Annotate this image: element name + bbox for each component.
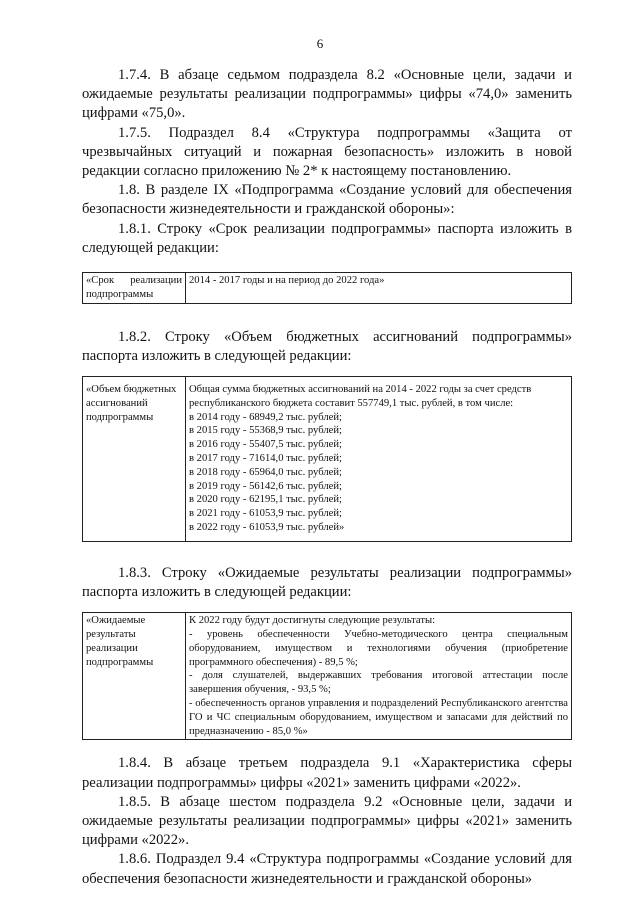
table-row: [83, 613, 572, 740]
budget-year-2020: в 2020 году - 62195,1 тыс. рублей;: [189, 494, 342, 506]
results-value-cell: [186, 613, 572, 740]
paragraph-1-8-1: 1.8.1. Строку «Срок реализации подпрограммы» паспорта изложить в следующей редакции:: [82, 220, 572, 256]
budget-table: [82, 376, 572, 542]
results-line: - обеспеченность органов управления и подразделений Республиканского агентства ГО и ЧС специальным оборудованием, имуществом и запасами для действий по предназначению - 85,0 %»: [189, 697, 568, 737]
paragraph-1-8-4: 1.8.4. В абзаце третьем подраздела 9.1 «Характеристика сферы реализации подпрограммы» цифры «2021» заменить цифрами «2022».: [82, 755, 572, 791]
paragraph-1-8-6: 1.8.6. Подраздел 9.4 «Структура подпрограммы «Создание условий для обеспечения безопасности жизнедеятельности и гражданской обороны»: [82, 851, 572, 887]
budget-label-cell: «Объем бюджетных ассигнований подпрограммы: [83, 377, 186, 542]
budget-value-cell: [186, 377, 572, 542]
budget-year-2015: в 2015 году - 55368,9 тыс. рублей;: [189, 425, 342, 437]
budget-year-2017: в 2017 году - 71614,0 тыс. рублей;: [189, 453, 342, 465]
paragraph-1-8-3: 1.8.3. Строку «Ожидаемые результаты реализации подпрограммы» паспорта изложить в следующей редакции:: [82, 564, 572, 600]
document-body: [82, 66, 572, 889]
budget-year-2016: в 2016 году - 55407,5 тыс. рублей;: [189, 439, 342, 451]
results-label-cell: «Ожидаемые результаты реализации подпрограммы: [83, 613, 186, 740]
paragraph-1-8-5: 1.8.5. В абзаце шестом подраздела 9.2 «Основные цели, задачи и ожидаемые результаты реализации подпрограммы» цифры «2021» заменить цифрами «2022».: [82, 793, 572, 849]
results-line: К 2022 году будут достигнуты следующие результаты:: [189, 615, 436, 627]
results-table: [82, 612, 572, 740]
table-row: [83, 377, 572, 542]
budget-year-2018: в 2018 году - 65964,0 тыс. рублей;: [189, 466, 342, 478]
results-line: - уровень обеспеченности Учебно-методического центра специальным оборудованием, имуществом и технологиями обучения (приобретение программного обеспечения) - 89,5 %;: [189, 629, 568, 668]
budget-year-2021: в 2021 году - 61053,9 тыс. рублей;: [189, 508, 342, 520]
paragraph-1-8: 1.8. В разделе IX «Подпрограмма «Создание условий для обеспечения безопасности жизнедеятельности и гражданской обороны»:: [82, 182, 572, 218]
results-line: - доля слушателей, выдержавших требования итоговой аттестации после завершения обучения, - 93,5 %;: [189, 670, 568, 696]
term-label-cell: «Срок реализации подпрограммы: [83, 273, 186, 304]
budget-intro: Общая сумма бюджетных ассигнований на 2014 - 2022 годы за счет средств республиканского бюджета составит 557749,1 тыс. рублей, в том числе:: [189, 384, 532, 409]
budget-year-2019: в 2019 году - 56142,6 тыс. рублей;: [189, 480, 342, 492]
table-row: [83, 273, 572, 304]
page-number: 6: [316, 36, 324, 51]
budget-year-2014: в 2014 году - 68949,2 тыс. рублей;: [189, 411, 342, 423]
paragraph-1-7-5: 1.7.5. Подраздел 8.4 «Структура подпрограммы «Защита от чрезвычайных ситуаций и пожарная безопасность» изложить в новой редакции согласно приложению № 2* к настоящему постановлению.: [82, 124, 572, 180]
paragraph-1-7-4: 1.7.4. В абзаце седьмом подраздела 8.2 «Основные цели, задачи и ожидаемые результаты реализации подпрограммы» цифры «74,0» заменить цифрами «75,0».: [82, 67, 572, 122]
budget-year-2022: в 2022 году - 61053,9 тыс. рублей»: [189, 522, 345, 533]
term-table: [82, 272, 572, 304]
term-value-cell: 2014 - 2017 годы и на период до 2022 года»: [186, 273, 572, 304]
paragraph-1-8-2: 1.8.2. Строку «Объем бюджетных ассигнований подпрограммы» паспорта изложить в следующей редакции:: [82, 328, 572, 364]
